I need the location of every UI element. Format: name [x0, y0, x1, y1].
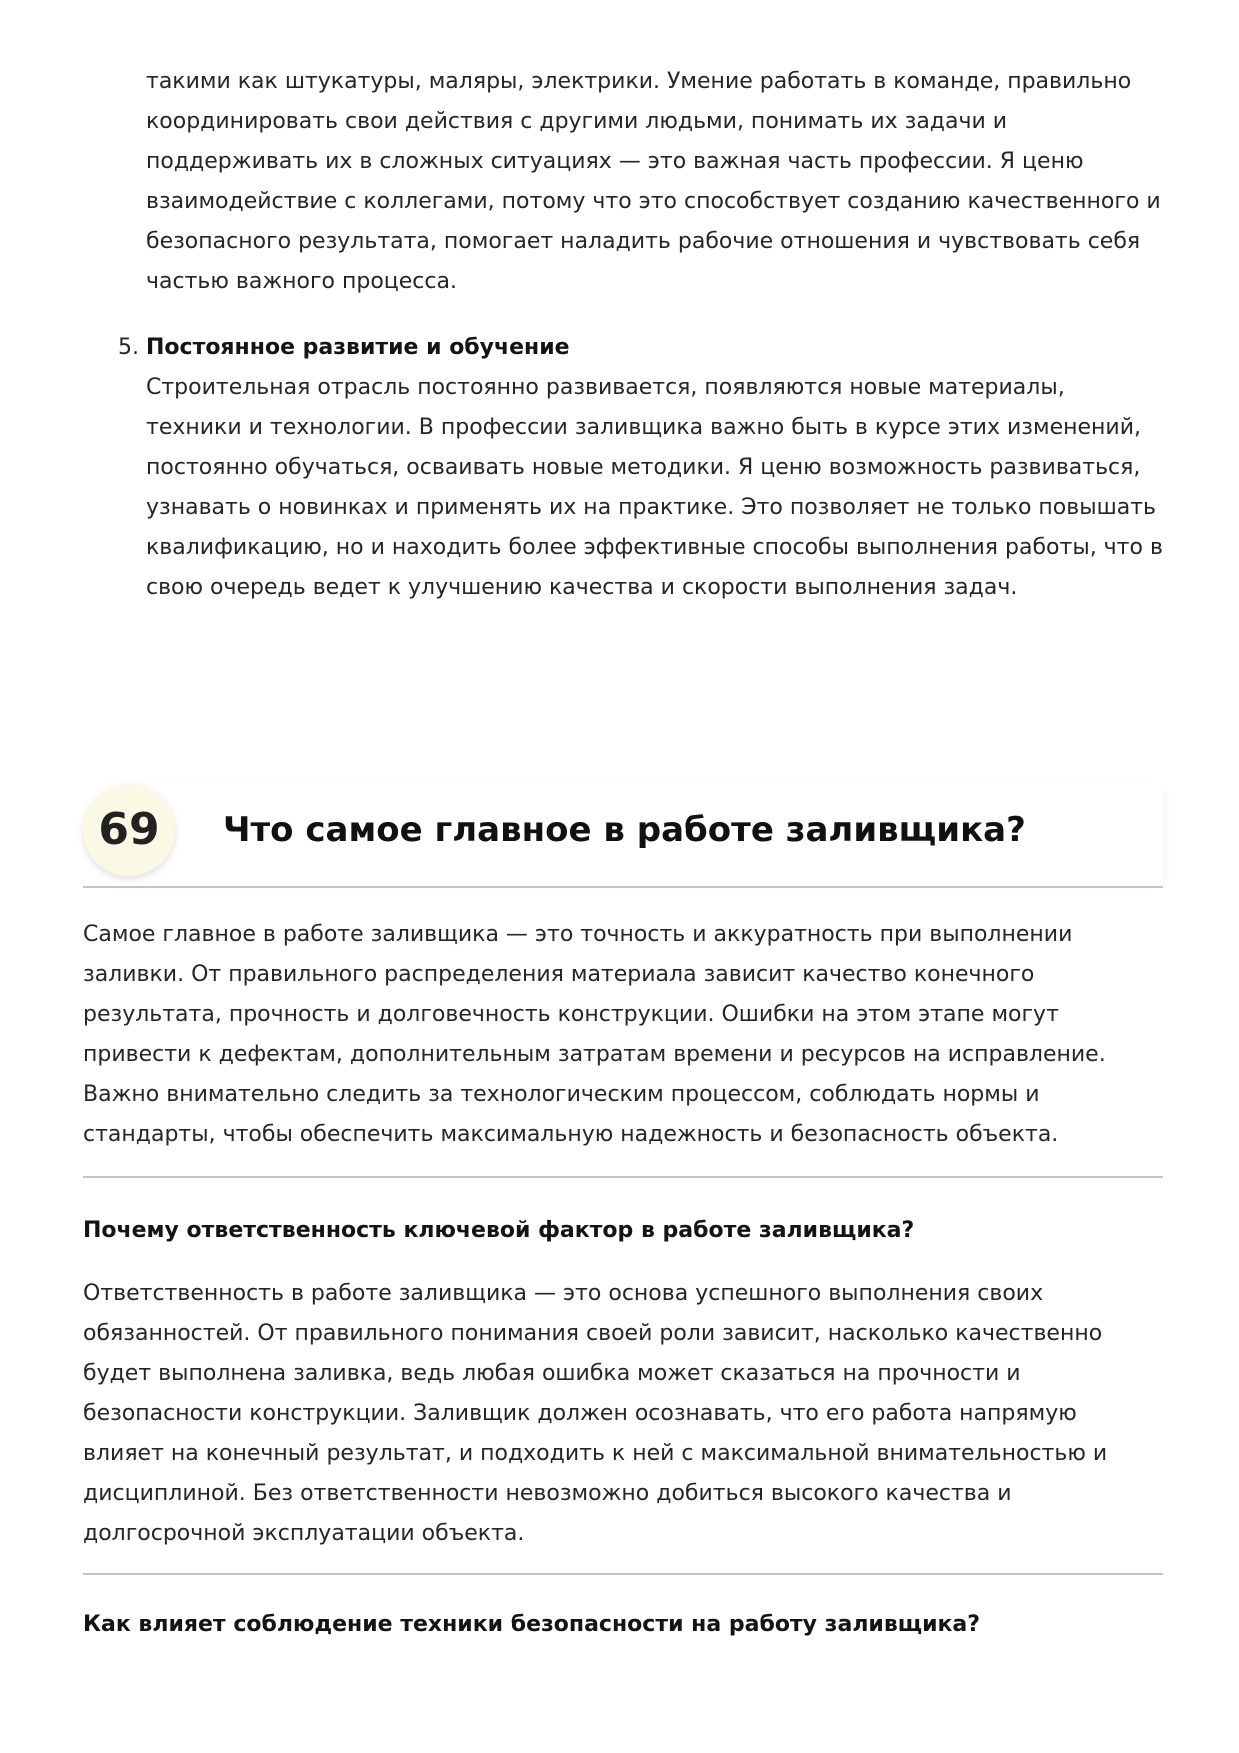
question-heading: Как влияет соблюдение техники безопасности на работу заливщика? — [83, 1612, 981, 1637]
question-heading: Почему ответственность ключевой фактор в работе заливщика? — [83, 1218, 915, 1243]
answer-text: Ответственность в работе заливщика — это основа успешного выполнения своих обязанностей. От правильного понимания своей роли зависит, насколько качественно будет выполнена заливка, ведь любая ошибка может сказаться на прочности и безопасности конструкции. Заливщик должен осознавать, что его работа напрямую влияет на конечный результат, и подходить к ней с максимальной внимательностью и дисциплиной. Без ответственности невозможно добиться высокого качества и долгосрочной эксплуатации объекта. — [83, 1281, 1108, 1546]
section-header — [83, 784, 1163, 888]
list-item-5 — [118, 328, 1166, 608]
section-intro: Самое главное в работе заливщика — это точность и аккуратность при выполнении заливки. От правильного распределения материала зависит качество конечного результата, прочность и долговечность конструкции. Ошибки на этом этапе могут привести к дефектам, дополнительным затратам времени и ресурсов на исправление. Важно внимательно следить за технологическим процессом, соблюдать нормы и стандарты, чтобы обеспечить максимальную надежность и безопасность объекта. — [83, 922, 1106, 1147]
divider — [83, 1176, 1163, 1178]
list-item-body: Строительная отрасль постоянно развивается, появляются новые материалы, техники и технологии. В профессии заливщика важно быть в курсе этих изменений, постоянно обучаться, осваивать новые методики. Я ценю возможность развиваться, узнавать о новинках и применять их на практике. Это позволяет не только повышать квалификацию, но и находить более эффективные способы выполнения работы, что в свою очередь ведет к улучшению качества и скорости выполнения задач. — [146, 375, 1163, 600]
divider — [83, 1573, 1163, 1575]
section-title: Что самое главное в работе заливщика? — [223, 810, 1026, 850]
list-item-title: Постоянное развитие и обучение — [146, 335, 570, 360]
continued-paragraph — [146, 62, 1166, 302]
section-number-badge: 69 — [83, 784, 175, 876]
continued-text: такими как штукатуры, маляры, электрики. Умение работать в команде, правильно координировать свои действия с другими людьми, понимать их задачи и поддерживать их в сложных ситуациях — это важная часть профессии. Я ценю взаимодействие с коллегами, потому что это способствует созданию качественного и безопасного результата, помогает наладить рабочие отношения и чувствовать себя частью важного процесса. — [146, 69, 1161, 294]
list-item-number: 5. — [118, 335, 139, 360]
